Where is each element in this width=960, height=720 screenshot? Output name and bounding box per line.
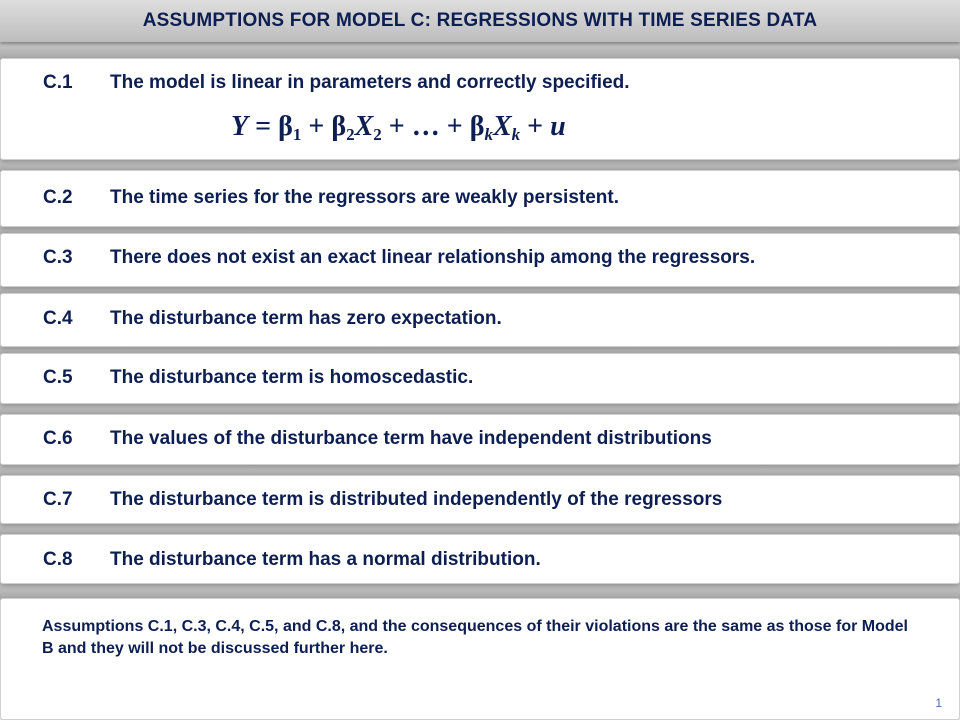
assumption-text: The model is linear in parameters and correctly specified. <box>110 72 630 93</box>
assumption-c3-box <box>0 233 960 287</box>
assumption-text: The disturbance term has a normal distribution. <box>110 549 541 570</box>
note-text: Assumptions C.1, C.3, C.4, C.5, and C.8, and the consequences of their violations are the same as those for Model B and they will not be discussed further here. <box>42 618 908 657</box>
assumption-code: C.5 <box>43 367 73 388</box>
assumption-c1 <box>43 72 630 94</box>
assumption-c5-box <box>0 353 960 404</box>
page-title: ASSUMPTIONS FOR MODEL C: REGRESSIONS WITH TIME SERIES DATA <box>142 10 818 31</box>
assumption-c6 <box>43 428 712 450</box>
assumption-c5 <box>43 367 473 389</box>
assumption-c2-box <box>0 170 960 227</box>
page-number: 1 <box>935 696 942 710</box>
assumption-text: The values of the disturbance term have independent distributions <box>110 428 712 449</box>
assumption-code: C.8 <box>43 549 73 570</box>
assumption-c8-box <box>0 534 960 584</box>
assumption-text: The disturbance term has zero expectation. <box>110 308 502 329</box>
assumption-c7-box <box>0 475 960 524</box>
assumption-c7 <box>43 489 722 511</box>
regression-formula: $Y = \beta_1 + \beta_2X_2$ + … + $\beta_kX_k + u$ <box>231 111 566 144</box>
assumption-c6-box <box>0 414 960 465</box>
assumption-code: C.3 <box>43 247 73 268</box>
assumption-text: The time series for the regressors are weakly persistent. <box>110 187 620 208</box>
assumption-c1-box <box>0 58 960 160</box>
assumption-code: C.1 <box>43 72 73 93</box>
assumption-code: C.2 <box>43 187 73 208</box>
assumption-c2 <box>43 187 619 209</box>
assumption-c4 <box>43 308 502 330</box>
assumption-c4-box <box>0 293 960 347</box>
assumption-text: The disturbance term is homoscedastic. <box>110 367 474 388</box>
assumption-code: C.4 <box>43 308 73 329</box>
assumption-code: C.7 <box>43 489 73 510</box>
assumption-text: There does not exist an exact linear relationship among the regressors. <box>110 247 756 268</box>
assumption-code: C.6 <box>43 428 73 449</box>
assumption-text: The disturbance term is distributed independently of the regressors <box>110 489 723 510</box>
assumption-c8 <box>43 549 541 571</box>
title-bar <box>0 0 960 42</box>
assumption-c3 <box>43 247 755 269</box>
